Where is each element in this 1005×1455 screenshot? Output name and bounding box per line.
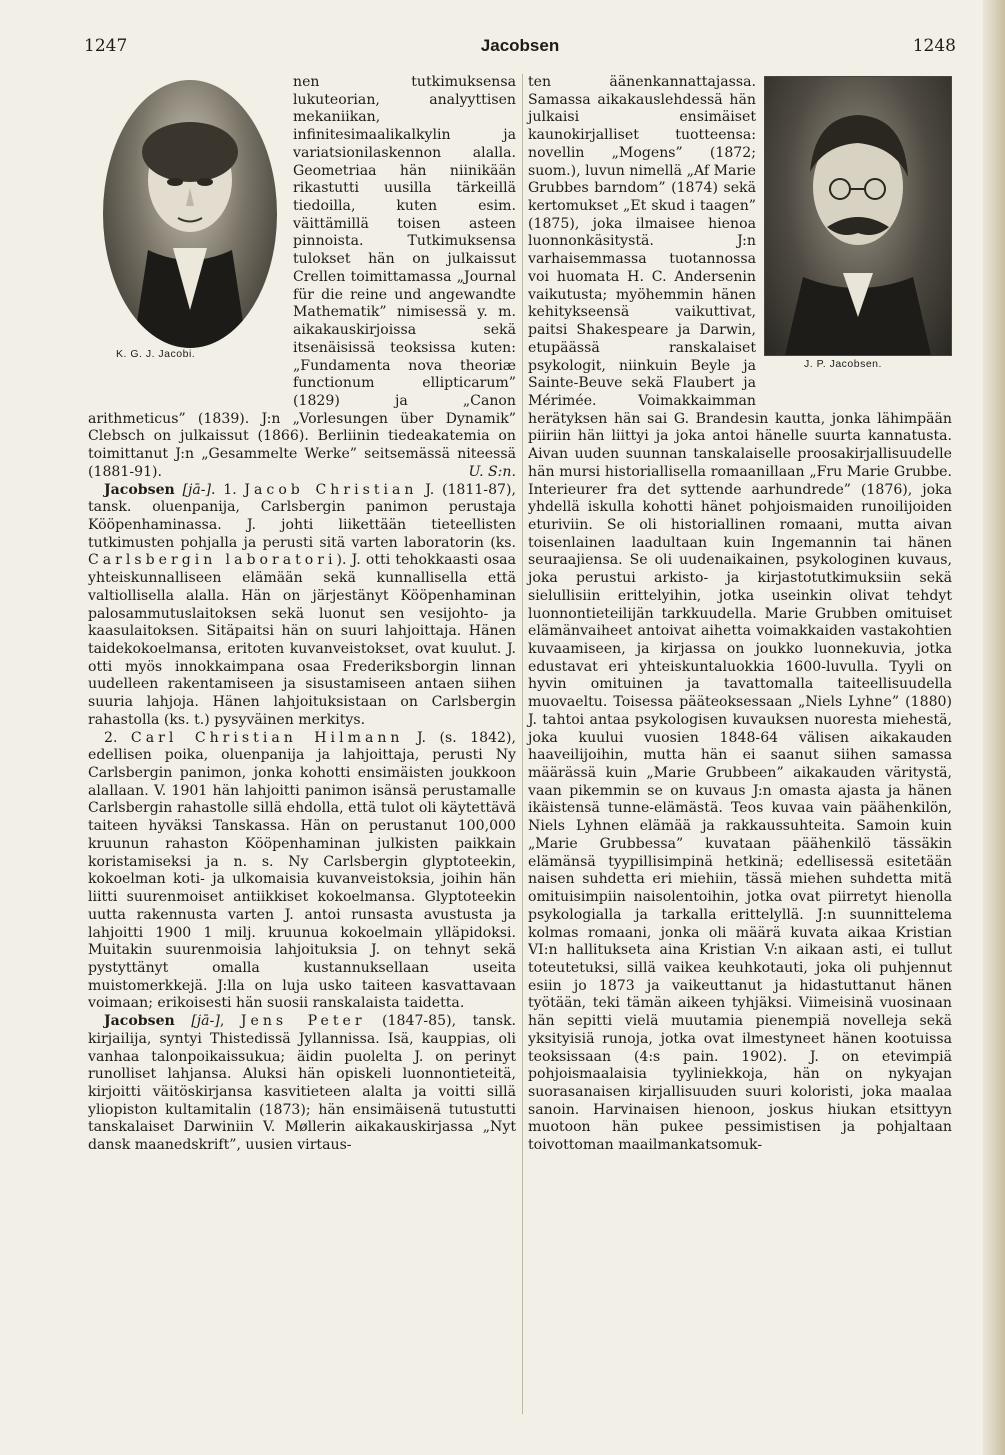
- name-carl-christian-hilmann: Carl Christian Hilmann: [130, 729, 404, 746]
- article-jacobi-continued: nen tutkimuksensa lukuteorian, analyyttisen mekaniikan, infinitesimaalikalkylin ja variatsionilaskennon alalla. Geometriaa hän niinikään rikastutti uusilla tärkeillä tiedoilla, kuten esim. väittämillä toisen asteen pinnoista. Tutkimuksensa tulokset hän on julkaissut Crellen toimittamassa „Journal für die reine und angewandte Mathematik” nimisessä y. m. aikakauskirjoissa sekä itsenäisissä teoksissa kuten: „Fundamenta nova theoriæ functionum ellipticarum” (1829) ja „Canon arithmeticus” (1839). J:n „Vorlesungen über Dynamik” Clebsch on julkaissut (1866). Berliinin tiedeakatemia on toimittanut J:n „Gesammelte Werke” seitsemässä niteessä (1881-91). U. S:n.: [88, 74, 516, 480]
- left-column: [88, 74, 516, 1155]
- page-number-left: 1247: [84, 36, 128, 56]
- page-header: [84, 36, 956, 62]
- portrait-jacobi-drawing: [103, 80, 277, 348]
- portrait-jp-jacobsen-caption: J. P. Jacobsen.: [804, 358, 882, 371]
- page-number-right: 1248: [912, 36, 956, 56]
- portrait-jacobi: [88, 74, 285, 404]
- article-jens-peter-continued: ten äänenkannattajassa. Samassa aikakauslehdessä hän julkaisi ensimäiset kaunokirjalliset tuotteensa: novellin „Mogens” (1872; suom.), luvun nimellä „Af Marie Grubbes barndom” (1874) sekä kertomukset „Et skud i taagen” (1875), joka ilmaisee hienoa luonnonkäsitystä. J:n varhaisemmassa tuotannossa voi huomata H. C. Andersenin vaikutusta; myöhemmin hänen kehitykseensä vaikuttivat, paitsi Shakespeare ja Darwin, etupäässä ranskalaiset psykologit, niinkuin Beyle ja Sainte-Beuve sekä Flaubert ja Mérimée. Voimakkaimman herätyksen hän sai G. Brandesin kautta, jonka lähimpään piiriin hän liittyi ja joka antoi hänelle suurta kannatusta. Aivan uuden suunnan tanskalaiselle proosakirjallisuudelle hän mursi historiallisella romaanillaan „Fru Marie Grubbe. Interieurer fra det syttende aarhundrede” (1876), joka yhdellä iskulla kohotti hänet pohjoismaiden runoilijoiden eturiviin. Se oli historiallinen romaani, mutta aivan toisenlainen laadultaan kuin Ingemannin tai hänen seuraajiensa. Se oli uudenaikainen, psykologinen kuvaus, joka perustui arkisto- ja kirjastotutkimuksiin sekä sielullisiin erittelyihin, jotka useinkin olivat tehdyt luonnontieteilijän tarkkuudella. Marie Grubben omituiset elämänvaiheet antoivat aihetta voimakkaiden vastakohtien kuvaamiseen, ja kirjassa on joukko luonnekuvia, jotka edustavat eri yhteiskuntaluokkia 1600-luvulla. Tyyli on hyvin omituinen ja tavattomalla taiteellisuudella muovaeltu. Toisessa pääteoksessaan „Niels Lyhne” (1880) J. tahtoi antaa psykologisen kuvauksen nuoresta miehestä, joka kuului vuosien 1848-64 välisen aikakauden haaveilijoihin, mutta hän ei saanut siihen samassa määrässä kuin „Marie Grubbeen” aikakauden väritystä, vaan pikemmin se on kuvaus J:n omasta ajasta ja hänen ikäistensä tunne-elämästä. Teos kuvaa vain päähenkilön, Niels Lyhnen elämää ja rakkaussuhteita. Samoin kuin „Marie Grubbessa” kuvataan päähenkilö tässäkin elämänsä tyypillisimpinä hetkinä; edellisessä esitetään naisen suhdetta eri miehiin, tässä miehen suhdetta mitä omituisimpiin naisolentoihin, jotka ovat piirretyt hienolla psykologialla ja tarkalla erittelyllä. J:n suunnittelema kolmas romaani, jonka oli määrä kuvata aikaa Kristian VI:n hallitukseta aina Kristian V:n aikaan asti, ei tullut toteutetuksi, sillä vaikea keuhkotauti, joka oli puhjennut esiin jo 1873 ja vaikeuttanut ja hidastuttanut hänen työtään, teki tämän aikeen tyhjäksi. Viimeisinä vuosinaan hän sepitti vielä muutamia pienempiä novelleja sekä yksityisiä runoja, jotka ovat ilmestyneet hänen kootuissa teoksissaan (4:s pain. 1902). J. on etevimpiä pohjoismaalaisia tyyliniekkoja, hän on nykyajan suorasanaisen kirjallisuuden suuri koloristi, joka maalaa sanoin. Harvinaisen hienoon, joskus hiukan etsittyyn muotoon hän pukee pessimistisen ja pohjaltaan toivottoman maailmankatsomuk-: [528, 74, 952, 1154]
- portrait-jp-jacobsen: [764, 76, 952, 398]
- name-jacob-christian: Jacob Christian: [244, 481, 418, 498]
- page-title: Jacobsen: [480, 36, 560, 55]
- portrait-jp-jacobsen-drawing: [765, 77, 951, 355]
- column-divider: [522, 74, 523, 1414]
- author-signature: U. S:n.: [468, 463, 516, 480]
- article-jacobsen-2: 2. Carl Christian Hilmann J. (s. 1842), edellisen poika, oluenpanija ja lahjoittaja, perusti Ny Carlsbergin panimon, jonka kohotti ensimäisten joukkoon alallaan. V. 1901 hän lahjoitti panimon isänsä perustamalle Carlsbergin rahastolle sillä ehdolla, että tulot oli käytettävä taiteen hyväksi Tanskassa. Hän on perustanut 100,000 kruunun rahaston Kööpenhaminan julkisten paikkain koristamiseksi ja n. s. Ny Carlsbergin glyptoteekin, kokoelman koti- ja ulkomaisia kuvanveistoksia, joihin hän liitti suurenmoiset antiikkiset kokoelmansa. Glyptoteekin uutta rakennusta varten J. antoi runsasta avustusta ja lahjoitti 1900 1 milj. kruunua kokoelmain ylläpidoksi. Muitakin suurenmoisia lahjoituksia J. on tehnyt sekä pystyttänyt omalla kustannuksellaan useita muistomerkkejä. J:lla on luja usko taiteen kasvattavaan voimaan; erikoisesti hän suosii ranskalaista taidetta.: [88, 729, 516, 1012]
- headword-jacobsen-2: Jacobsen: [104, 1013, 175, 1030]
- portrait-jacobi-caption: K. G. J. Jacobi.: [116, 348, 196, 361]
- pronunciation: [jā-]: [182, 481, 212, 498]
- pronunciation-2: [jā-]: [191, 1013, 220, 1030]
- cross-reference-carlsberg: Carlsbergin laboratori: [88, 552, 337, 569]
- right-column: [528, 74, 952, 1155]
- headword-jacobsen: Jacobsen: [104, 481, 175, 498]
- book-spine-edge: [983, 0, 1005, 1455]
- article-jacobsen-1: Jacobsen [jā-]. 1. Jacob Christian J. (1811-87), tansk. oluenpanija, Carlsbergin panimon perustaja Kööpenhaminassa. J. johti liikettään tieteellisten tutkimusten pohjalla ja perusti sitä varten laboratorin (ks. Carlsbergin laboratori). J. otti tehokkaasti osaa yhteiskunnalliseen elämään sekä kunnallisella että valtiollisella alalla. Hän on järjestänyt Kööpenhaminan palosammutuslaitoksen sekä luonut sen vesijohto- ja kaasulaitoksen. Sitäpaitsi hän on suuri lahjoittaja. Hänen taidekokoelmansa, eritoten kuvanveistokset, ovat kuulut. J. otti myös innokkaimpana osaa Frederiksborgin linnan uudelleen rakentamiseen ja sisustamiseen antaen siihen suuria lahjoja. Hänen lahjoituksistaan on Carlsbergin rahastolla (ks. t.) pysyväinen merkitys.: [88, 481, 516, 728]
- name-jens-peter: Jens Peter: [240, 1013, 366, 1030]
- portrait-jp-jacobsen-image: [764, 76, 952, 356]
- article-jens-peter-jacobsen: Jacobsen [jā-], Jens Peter (1847-85), tansk. kirjailija, syntyi Thistedissä Jyllannissa. Isä, kauppias, oli vanhaa talonpoikaissukua; äidin puolelta J. on perinyt runolliset lahjansa. Aluksi hän opiskeli luonnontieteitä, kirjoitti väitöskirjansa kasvitieteen alalta ja voitti sillä yliopiston kultamitalin (1873); hän ensimäisenä tutustutti tanskalaiset Darwiniin V. Møllerin aikakauskirjassa „Nyt dansk maanedskrift”, uusien virtaus-: [88, 1013, 516, 1154]
- portrait-jacobi-image: [103, 80, 277, 348]
